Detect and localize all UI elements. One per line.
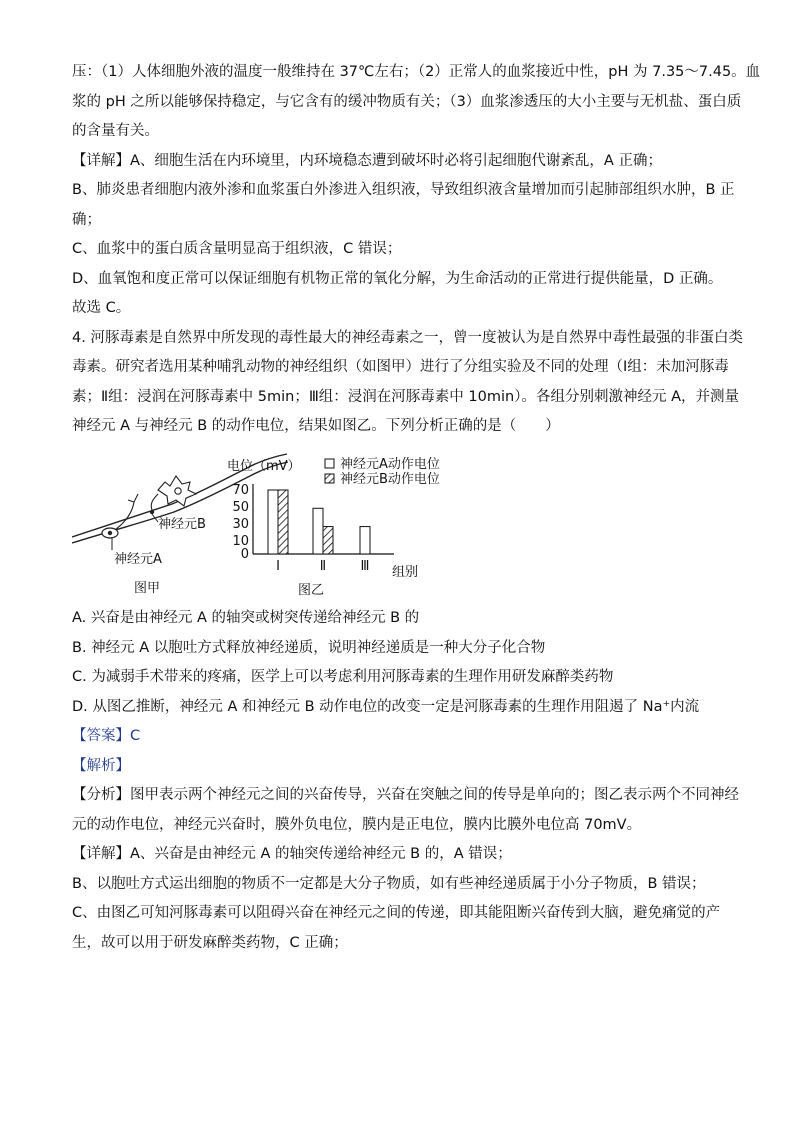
bar-neuron-b-Ⅰ — [278, 490, 288, 554]
y-tick-label: 0 — [240, 547, 249, 562]
options-section — [72, 608, 732, 726]
y-tick-labels — [232, 483, 249, 562]
legend-swatch-b — [325, 474, 334, 483]
question-line: 素；Ⅱ组：浸润在河豚毒素中 5min；Ⅲ组：浸润在河豚毒素中 10min）。各组分别刺激神经元 A，并测量 — [72, 388, 739, 405]
bars-group — [268, 490, 370, 554]
question-4 — [72, 328, 743, 437]
bar-neuron-a-Ⅲ — [360, 527, 370, 554]
option-b: B. 神经元 A 以胞吐方式释放神经递质，说明神经递质是一种大分子化合物 — [72, 639, 546, 656]
figure-a-caption: 图甲 — [134, 581, 161, 596]
y-axis-label: 电位（mV） — [227, 459, 301, 474]
document-page — [72, 62, 761, 953]
text-line: 浆的 pH 之所以能够保持稳定，与它含有的缓冲物质有关；（3）血浆渗透压的大小主要与无机盐、蛋白质 — [72, 93, 742, 110]
dendrite-branch — [128, 494, 138, 502]
x-tick-label: Ⅰ — [276, 559, 280, 574]
legend-swatch-a — [325, 459, 334, 468]
bar-neuron-a-Ⅰ — [268, 490, 278, 554]
option-a: A. 兴奋是由神经元 A 的轴突或树突传递给神经元 B 的 — [72, 610, 420, 626]
intro-section — [72, 62, 761, 328]
bar-chart — [227, 456, 440, 598]
x-axis-label: 组别 — [392, 565, 419, 580]
chart-legend — [325, 456, 440, 487]
figure-area — [72, 442, 732, 602]
text-line: 的含量有关。 — [72, 123, 159, 139]
y-tick-label: 30 — [232, 517, 249, 532]
figure-b-caption: 图乙 — [298, 583, 325, 598]
text-line: D、血氧饱和度正常可以保证细胞有机物正常的氧化分解，为生命活动的正常进行提供能量，D 正确。 — [72, 270, 723, 287]
legend-label-a: 神经元A动作电位 — [340, 457, 440, 472]
analysis-section — [72, 785, 739, 953]
axon-terminal — [151, 494, 158, 510]
analysis-line: 生，故可以用于研发麻醉类药物，C 正确； — [72, 934, 348, 951]
text-line: C、血浆中的蛋白质含量明显高于组织液，C 错误； — [72, 241, 402, 257]
neuron-diagram — [72, 454, 288, 596]
neuron-b-nucleus — [175, 488, 181, 494]
text-line: 压：（1）人体细胞外液的温度一般维持在 37℃左右；（2）正常人的血浆接近中性，pH 为 7.35～7.45。血 — [72, 64, 761, 80]
question-line: 毒素。研究者选用某种哺乳动物的神经组织（如图甲）进行了分组实验及不同的处理（Ⅰ组：未加河豚毒 — [72, 359, 729, 375]
y-tick-label: 70 — [232, 483, 249, 498]
option-d: D. 从图乙推断，神经元 A 和神经元 B 动作电位的改变一定是河豚毒素的生理作用阻遏了 Na⁺内流 — [72, 698, 700, 715]
neuron-a-label: 神经元A — [114, 552, 162, 567]
analysis-line: 元的动作电位，神经元兴奋时，膜外负电位，膜内是正电位，膜内比膜外电位高 70mV。 — [72, 816, 642, 833]
bar-neuron-b-Ⅱ — [323, 527, 333, 554]
x-tick-label: Ⅲ — [360, 559, 370, 574]
figure-svg — [72, 442, 732, 602]
option-c: C. 为减弱手术带来的疼痛，医学上可以考虑利用河豚毒素的生理作用研发麻醉类药物 — [72, 669, 614, 685]
answer-label: 【答案】C — [72, 728, 141, 744]
text-line: B、肺炎患者细胞内液外渗和血浆蛋白外渗进入组织液，导致组织液含量增加而引起肺部组织水肿，B 正 — [72, 182, 735, 198]
question-line: 神经元 A 与神经元 B 的动作电位，结果如图乙。下列分析正确的是（ ） — [72, 418, 560, 434]
analysis-line: 【详解】A、兴奋是由神经元 A 的轴突传递给神经元 B 的，A 错误； — [72, 846, 512, 862]
text-line: 确； — [72, 211, 101, 228]
x-tick-label: Ⅱ — [319, 559, 327, 574]
analysis-label: 【解析】 — [72, 757, 130, 774]
legend-label-b: 神经元B动作电位 — [340, 472, 440, 487]
synapse-dot — [150, 510, 154, 514]
analysis-line: C、由图乙可知河豚毒素可以阻碍兴奋在神经元之间的传递，即其能阻断兴奋传到大脑，避免痛觉的产 — [72, 905, 721, 921]
y-tick-label: 50 — [232, 500, 249, 515]
neuron-b-label: 神经元B — [158, 517, 206, 532]
text-line: 【详解】A、细胞生活在内环境里，内环境稳态遭到破坏时必将引起细胞代谢紊乱，A 正确； — [72, 152, 662, 169]
neuron-a-nucleus — [108, 531, 112, 535]
bar-neuron-a-Ⅱ — [313, 508, 323, 554]
analysis-line: B、以胞吐方式运出细胞的物质不一定都是大分子物质，如有些神经递质属于小分子物质，B 错误； — [72, 875, 706, 892]
question-line: 4. 河豚毒素是自然界中所发现的毒性最大的神经毒素之一，曾一度被认为是自然界中毒性最强的非蛋白类 — [72, 329, 743, 346]
text-line: 故选 C。 — [72, 300, 131, 316]
analysis-line: 【分析】图甲表示两个神经元之间的兴奋传导，兴奋在突触之间的传导是单向的；图乙表示两个不同神经 — [72, 787, 739, 803]
y-tick-label: 10 — [232, 534, 249, 549]
